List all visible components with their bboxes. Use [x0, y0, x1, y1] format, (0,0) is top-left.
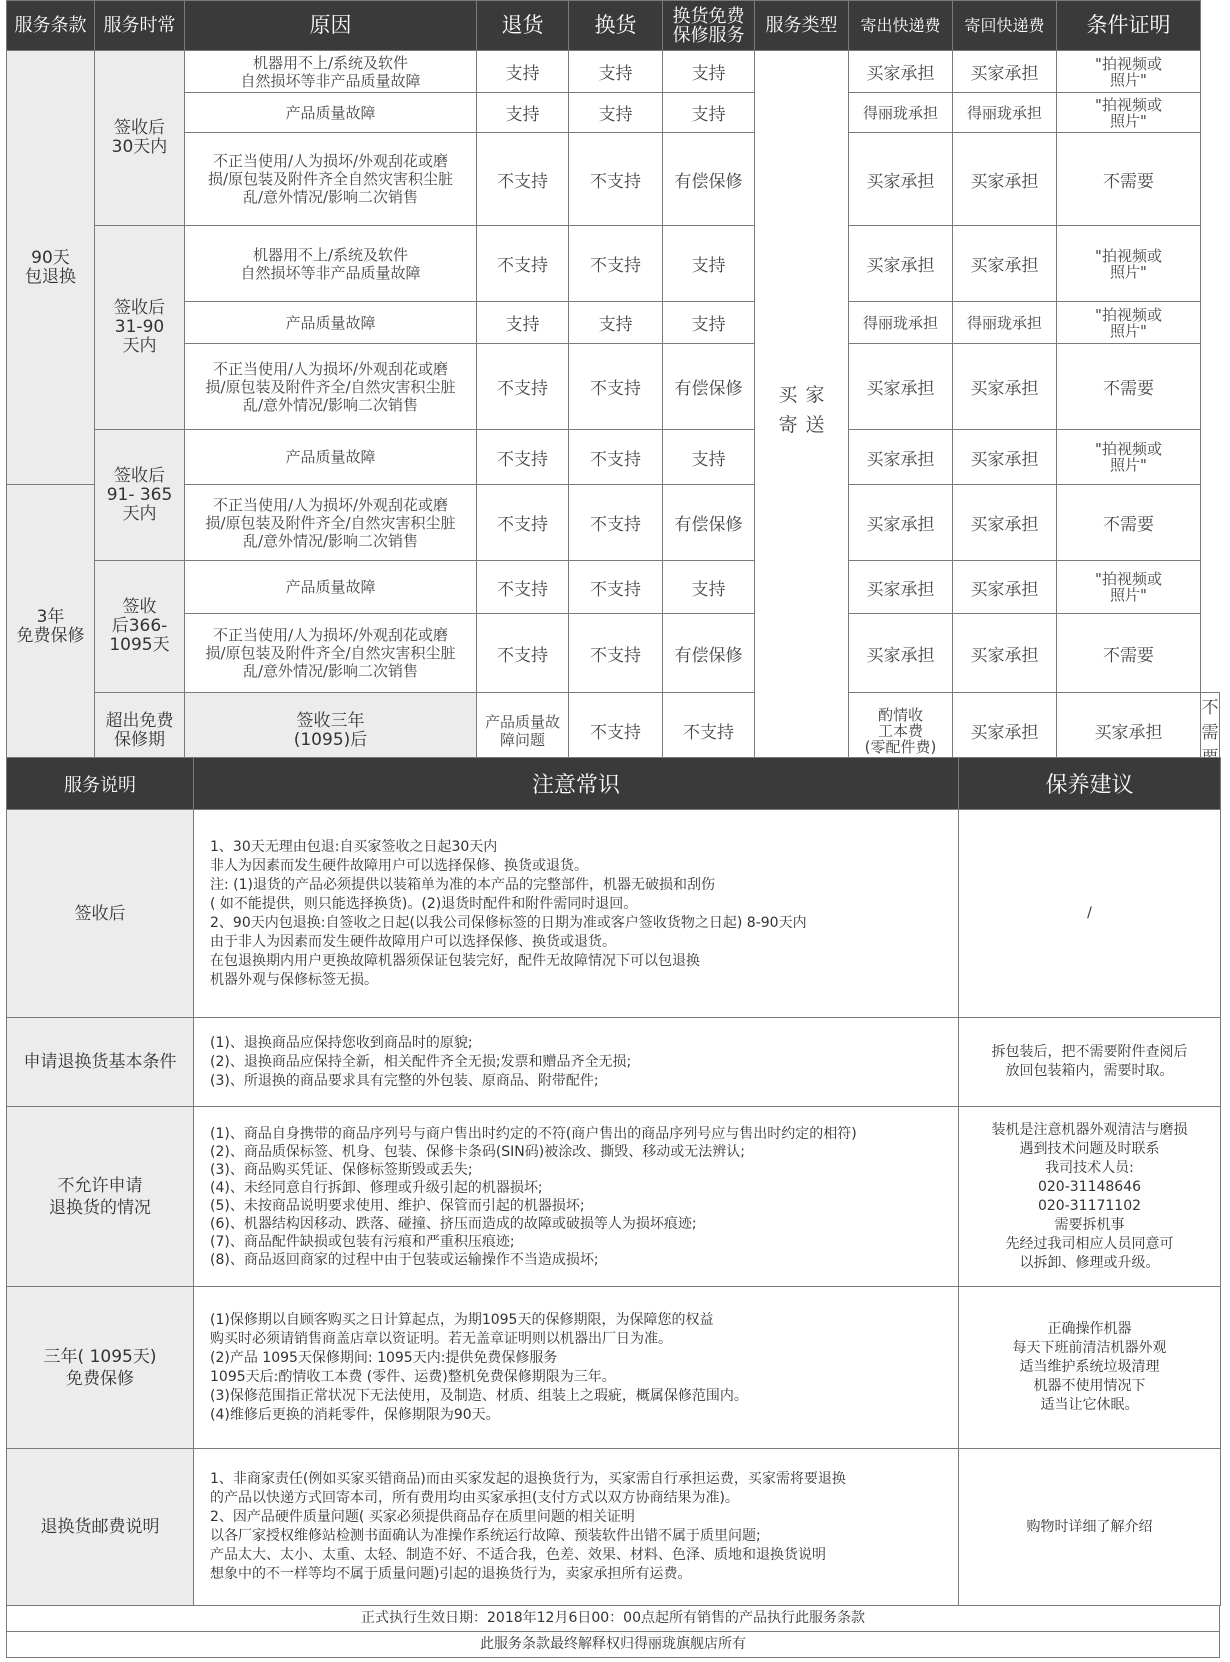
advice-content: 装机是注意机器外观清洁与磨损 遇到技术问题及时联系 我司技术人员: 020-31148646 020-31171102 需要拆机事 先经过我司相应人员同意可 以拆卸、修理或升级。 [959, 1107, 1221, 1287]
return-cell: 不支持 [477, 133, 569, 226]
service-notes-table [6, 757, 1221, 1606]
service-terms-table [6, 0, 1220, 769]
notes-content: 1、30天无理由包退:自买家签收之日起30天内 非人为因素而发生硬件故障用户可以选择保修、换货或退货。 注: (1)退货的产品必须提供以装箱单为准的本产品的完整部件，机器无破损和刮伤 ( 如不能提供，则只能选择换货)。(2)退货时配件和附件需同时退回。 2、90天内包退换:自签收之日起(以我公司保修标签的日期为准或客户签收货物之日起) 8-90天内 由于非人为因素而发生硬件故障用户可以选择保修、换货或退货。 在包退换期内用户更换故障机器须保证包装完好，配件无故障情况下可以包退换 机器外观与保修标签无损。 [194, 810, 959, 1018]
back-fee-cell: 买家承担 [953, 430, 1057, 485]
time-366-1095-days: 签收 后366- 1095天 [95, 561, 185, 693]
return-cell: 支持 [477, 302, 569, 344]
proof-cell: 不需要 [1057, 614, 1201, 693]
notes-content: (1)、退换商品应保持您收到商品时的原貌; (2)、退换商品应保持全新，相关配件齐全无损;发票和赠品齐全无损; (3)、所退换的商品要求具有完整的外包装、原商品、附带配件; [194, 1018, 959, 1107]
service-type-buyer-send: 买家 寄送 [755, 51, 849, 769]
back-fee-cell: 买家承担 [953, 485, 1057, 561]
header-return: 退货 [477, 1, 569, 51]
send-fee-cell: 买家承担 [849, 344, 953, 430]
reason-cell: 不正当使用/人为损坏/外观刮花或磨 损/原包装及附件齐全/自然灾害积尘脏 乱/意外情况/影响二次销售 [185, 485, 477, 561]
send-fee-cell: 买家承担 [953, 693, 1057, 769]
notes-content: (1)、商品自身携带的商品序列号与商户售出时约定的不符(商户售出的商品序列号应与售出时约定的相符) (2)、商品质保标签、机身、包装、保修卡条码(SIN码)被涂改、撕毁、移动或无法辨认; (3)、商品购买凭证、保修标签斯毁或丢失; (4)、未经同意自行拆卸、修理或升级引起的机器损坏; (5)、未按商品说明要求使用、维护、保管而引起的机器损坏; (6)、机器结构因移动、跌落、碰撞、挤压而造成的故障或破损等人为损坏痕迹; (7)、商品配件缺损或包装有污痕和严重积压痕迹; (8)、商品返回商家的过程中由于包装或运输操作不当造成损坏; [194, 1107, 959, 1287]
reason-cell: 产品质量故障问题 [477, 693, 569, 769]
advice-content: 购物时详细了解介绍 [959, 1449, 1221, 1606]
send-fee-cell: 买家承担 [849, 51, 953, 93]
reason-cell: 产品质量故障 [185, 302, 477, 344]
exchange-cell: 支持 [569, 93, 663, 133]
notes-label: 三年( 1095天) 免费保修 [7, 1287, 194, 1449]
send-fee-cell: 买家承担 [849, 430, 953, 485]
repair-cell: 支持 [663, 226, 755, 302]
advice-content: 拆包装后，把不需要附件查阅后 放回包装箱内，需要时取。 [959, 1018, 1221, 1107]
repair-cell: 酌情收 工本费 (零配件费) [849, 693, 953, 769]
exchange-cell: 不支持 [569, 561, 663, 614]
notes-row [7, 1449, 1221, 1606]
back-fee-cell: 买家承担 [953, 344, 1057, 430]
proof-cell: "拍视频或 照片" [1057, 93, 1201, 133]
time-after-3-years: 签收三年 (1095)后 [185, 693, 477, 769]
proof-cell: 不需要 [1057, 485, 1201, 561]
exchange-cell: 支持 [569, 51, 663, 93]
reason-cell: 产品质量故障 [185, 430, 477, 485]
header-advice: 保养建议 [959, 758, 1221, 810]
time-30-days: 签收后 30天内 [95, 51, 185, 226]
send-fee-cell: 得丽珑承担 [849, 93, 953, 133]
reason-cell: 产品质量故障 [185, 561, 477, 614]
time-31-90-days: 签收后 31-90 天内 [95, 226, 185, 430]
header-time: 服务时常 [95, 1, 185, 51]
repair-cell: 有偿保修 [663, 485, 755, 561]
notes-label: 不允许申请 退换货的情况 [7, 1107, 194, 1287]
return-cell: 不支持 [477, 561, 569, 614]
return-cell: 支持 [477, 51, 569, 93]
proof-cell: "拍视频或 照片" [1057, 51, 1201, 93]
proof-cell: 不需 [1201, 693, 1220, 769]
header-send-fee: 寄出快递费 [849, 1, 953, 51]
repair-cell: 支持 [663, 51, 755, 93]
exchange-cell: 不支持 [569, 430, 663, 485]
exchange-cell: 不支持 [569, 133, 663, 226]
exchange-cell: 不支持 [569, 614, 663, 693]
notes-content: 1、非商家责任(例如买家买错商品)而由买家发起的退换货行为，买家需自行承担运费，买家需将要退换 的产品以快递方式回寄本司，所有费用均由买家承担(支付方式以双方协商结果为准)。 2、因产品硬件质量问题( 买家必须提供商品存在质里问题的相关证明 以各厂家授权维修站检测书面确认为准操作系统运行故障、预装软件出错不属于质里问题; 产品太大、太小、太重、太轻、制造不好、不适合我，色差、效果、材料、色泽、质地和退换货说明 想象中的不一样等均不属于质量问题)引起的退换货行为，卖家承担所有运费。 [194, 1449, 959, 1606]
header-service-type: 服务类型 [755, 1, 849, 51]
send-fee-cell: 买家承担 [849, 485, 953, 561]
table-row [7, 344, 1220, 430]
proof-cell: "拍视频或 照片" [1057, 561, 1201, 614]
header-proof: 条件证明 [1057, 1, 1201, 51]
table-row [7, 226, 1220, 302]
repair-cell: 支持 [663, 561, 755, 614]
send-fee-cell: 得丽珑承担 [849, 302, 953, 344]
exchange-cell: 不支持 [663, 693, 755, 769]
exchange-cell: 不支持 [569, 485, 663, 561]
back-fee-cell: 得丽珑承担 [953, 93, 1057, 133]
clause-3-years: 3年 免费保修 [7, 485, 95, 769]
reason-cell: 不正当使用/人为损坏/外观刮花或磨 损/原包装及附件齐全/自然灾害积尘脏 乱/意外情况/影响二次销售 [185, 344, 477, 430]
exchange-cell: 支持 [569, 302, 663, 344]
notes-row [7, 810, 1221, 1018]
notes-label: 申请退换货基本条件 [7, 1018, 194, 1107]
back-fee-cell: 买家承担 [1057, 693, 1201, 769]
proof-cell: "拍视频或 照片" [1057, 430, 1201, 485]
header-back-fee: 寄回快递费 [953, 1, 1057, 51]
table-row [7, 485, 1220, 561]
notes-row [7, 1018, 1221, 1107]
header-free-repair: 换货免费 保修服务 [663, 1, 755, 51]
table-row [7, 302, 1220, 344]
header-notes: 注意常识 [194, 758, 959, 810]
advice-content: / [959, 810, 1221, 1018]
header-clause: 服务条款 [7, 1, 95, 51]
notes-header-row [7, 758, 1221, 810]
effective-date-note: 正式执行生效日期：2018年12月6日00：00点起所有销售的产品执行此服务条款 [6, 1606, 1220, 1632]
clause-90-days: 90天 包退换 [7, 51, 95, 485]
rights-note: 此服务条款最终解释权归得丽珑旗舰店所有 [6, 1632, 1220, 1658]
back-fee-cell: 买家承担 [953, 226, 1057, 302]
return-cell: 不支持 [477, 485, 569, 561]
proof-cell: "拍视频或 照片" [1057, 226, 1201, 302]
repair-cell: 有偿保修 [663, 133, 755, 226]
back-fee-cell: 买家承担 [953, 614, 1057, 693]
header-exchange: 换货 [569, 1, 663, 51]
repair-cell: 有偿保修 [663, 344, 755, 430]
return-cell: 不支持 [477, 430, 569, 485]
return-cell: 支持 [477, 93, 569, 133]
reason-cell: 产品质量故障 [185, 93, 477, 133]
back-fee-cell: 买家承担 [953, 561, 1057, 614]
reason-cell: 机器用不上/系统及软件 自然损坏等非产品质量故障 [185, 226, 477, 302]
repair-cell: 支持 [663, 430, 755, 485]
table-header-row [7, 1, 1220, 51]
advice-content: 正确操作机器 每天下班前清洁机器外观 适当维护系统垃圾清理 机器不使用情况下 适当让它休眠。 [959, 1287, 1221, 1449]
proof-cell: 不需要 [1057, 133, 1201, 226]
return-cell: 不支持 [477, 226, 569, 302]
header-reason: 原因 [185, 1, 477, 51]
send-fee-cell: 买家承担 [849, 561, 953, 614]
header-service-desc: 服务说明 [7, 758, 194, 810]
reason-cell: 不正当使用/人为损坏/外观刮花或磨 损/原包装及附件齐全/自然灾害积尘脏 乱/意外情况/影响二次销售 [185, 614, 477, 693]
send-fee-cell: 买家承担 [849, 226, 953, 302]
table-row [7, 561, 1220, 614]
notes-row [7, 1107, 1221, 1287]
reason-cell: 不正当使用/人为损坏/外观刮花或磨 损/原包装及附件齐全自然灾害积尘脏 乱/意外情况/影响二次销售 [185, 133, 477, 226]
back-fee-cell: 买家承担 [953, 133, 1057, 226]
notes-label: 退换货邮费说明 [7, 1449, 194, 1606]
clause-beyond-warranty: 超出免费 保修期 [95, 693, 185, 769]
notes-label: 签收后 [7, 810, 194, 1018]
exchange-cell: 不支持 [569, 344, 663, 430]
repair-cell: 有偿保修 [663, 614, 755, 693]
notes-content: (1)保修期以自顾客购买之日计算起点，为期1095天的保修期限，为保障您的权益 购买时必须请销售商盖店章以资证明。若无盖章证明则以机器出厂日为准。 (2)产品 1095天保修期间: 1095天内:提供免费保修服务 1095天后:酌情收工本费 (零件、运费)整机免费保修期限为三年。 (3)保修范围指正常状况下无法使用，及制造、材质、组装上之瑕疵，概属保修范围内。 (4)维修后更换的消耗零件，保修期限为90天。 [194, 1287, 959, 1449]
table-row [7, 51, 1220, 93]
exchange-cell: 不支持 [569, 226, 663, 302]
back-fee-cell: 得丽珑承担 [953, 302, 1057, 344]
back-fee-cell: 买家承担 [953, 51, 1057, 93]
table-row [7, 133, 1220, 226]
reason-cell: 机器用不上/系统及软件 自然损坏等非产品质量故障 [185, 51, 477, 93]
table-row [7, 93, 1220, 133]
time-91-365-days: 签收后 91- 365 天内 [95, 430, 185, 561]
table-row [7, 430, 1220, 485]
send-fee-cell: 买家承担 [849, 133, 953, 226]
proof-cell: 不需要 [1057, 344, 1201, 430]
repair-cell: 支持 [663, 93, 755, 133]
return-cell: 不支持 [477, 344, 569, 430]
repair-cell: 支持 [663, 302, 755, 344]
send-fee-cell: 买家承担 [849, 614, 953, 693]
table-row [7, 614, 1220, 693]
return-cell: 不支持 [477, 614, 569, 693]
notes-row [7, 1287, 1221, 1449]
return-cell: 不支持 [569, 693, 663, 769]
proof-cell: "拍视频或 照片" [1057, 302, 1201, 344]
